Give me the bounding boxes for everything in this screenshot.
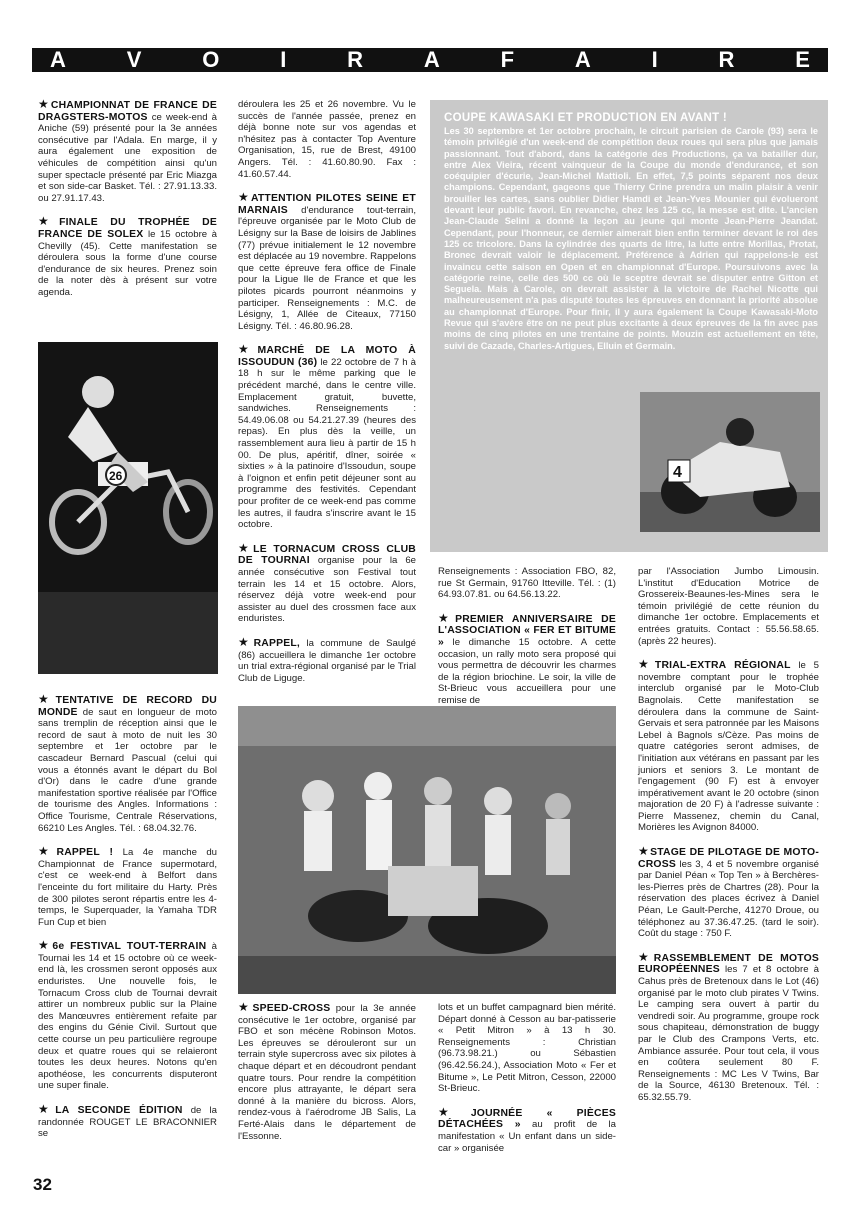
banner-letter: A: [50, 47, 66, 72]
article-text: déroulera les 25 et 26 novembre. Vu le succès de l'année passée, prenez en déjà bonne note sur vos agendas et n'hésitez pas à contacter Top Aventure Organisation, 15, rue de Brest, 49100 Angers. Tél. : 41.60.80.90. Fax : 41.60.57.44.: [238, 99, 416, 180]
racer-number: 4: [673, 464, 682, 481]
article: [38, 694, 217, 834]
column-3: [438, 566, 616, 719]
article-text: pour la 3e année consécutive le 1er octobre, organisé par FBO et son mécène Robinson Motos. Les épreuves se dérouleront sur un terrain style supercross avec six pilotes à chaque départ et en découdront pendant quatre tours. Pour rendre la compétition encore plus attrayante, le départ sera donné à la manière du bicross. Alors, rendez-vous à l'aérodrome JB Salis, La Ferté-Alais dans le département de l'Essonne.: [238, 1003, 416, 1142]
star-icon: ★: [38, 692, 55, 706]
article-heading: TRIAL-EXTRA RÉGIONAL: [654, 660, 791, 672]
article: [638, 659, 819, 834]
star-icon: ★: [238, 342, 257, 357]
star-icon: ★: [638, 949, 653, 964]
star-icon: ★: [638, 844, 650, 859]
banner-letter: E: [795, 47, 810, 72]
article: [238, 192, 416, 332]
article-text: de saut en longueur de moto sans tremplin de réception ainsi que le record de saut à moto de nuit les 30 septembre et 1er octobre par le cascadeur Bernard Pascual (celui qui vous a étonnés avant le départ du Bol d'Or) dans le cadre d'une grande manifestation sportive réalisée par l'Office de tourisme des Angles. Informations : Office Tourisme, Centrale Réservations, 66210 Les Angles. Tél. : 68.04.32.76.: [38, 706, 217, 834]
article: [38, 99, 217, 204]
banner-letter: I: [280, 47, 287, 72]
banner-letter: I: [651, 47, 658, 72]
column-6: [438, 1002, 616, 1166]
banner-letter: V: [126, 47, 142, 72]
star-icon: ★: [238, 540, 253, 555]
article-text: au profit de la manifestation « Un enfant dans un side-car » organisée: [438, 1119, 616, 1154]
star-icon: ★: [38, 214, 59, 229]
banner-letter: A: [574, 47, 591, 72]
column-5: [238, 1002, 416, 1154]
article: [438, 610, 616, 707]
star-icon: ★: [438, 1104, 470, 1119]
article-heading: RAPPEL !: [56, 847, 114, 859]
motocross-illustration: [38, 342, 218, 674]
article: [238, 1002, 416, 1142]
column-1-top: [38, 99, 217, 311]
article-heading: CHAMPIONNAT DE FRANCE DE DRAGSTERS-MOTOS: [38, 100, 217, 123]
article: [638, 949, 819, 1104]
star-icon: ★: [38, 938, 52, 953]
article-heading: LE TORNACUM CROSS CLUB DE TOURNAI: [238, 543, 416, 567]
article-text: ce week-end à Aniche (59) présenté pour la 3e années consécutive par l'Adala. En marge, il y aura également une exposition de véhicules de compétition ainsi qu'un super spectacle présenté par Eric Miazga et son side-car Basket. Tél. : 27.91.13.33. ou 27.91.17.43.: [38, 111, 217, 204]
article-heading: TENTATIVE DE RECORD DU MONDE: [38, 695, 217, 718]
article: [238, 540, 416, 625]
article: [638, 566, 819, 647]
article: [438, 1104, 616, 1154]
article-heading: 6e FESTIVAL TOUT-TERRAIN: [52, 941, 207, 953]
article-text: le 5 novembre comptant pour le trophée interclub organisé par le Moto-Club Bagnolais. Cette manifestation se déroulera dans la commune de Saint-Gervais et sera patronnée par les Maisons Lebel à Bagnols s/Cèze. Pas moins de quatre catégories seront admises, de l'initiation aux vétérans en passant par les juniors et seniors 3. Le montant de l'engagement (90 F) est à envoyer impérativement avant le 20 octobre (sinon majoration de 20 F) à l'adresse suivante : Pierre Massenez, chemin du Canal, Morières les Avignon 84000.: [638, 660, 820, 834]
bike-number: 26: [109, 469, 123, 483]
banner-letter: R: [347, 47, 364, 72]
star-icon: ★: [238, 634, 253, 649]
banner-letter: A: [423, 47, 440, 72]
article-text: La 4e manche du Championnat de France supermotard, c'est ce week-end à Belfort dans l'enceinte du fort militaire du Harty. Près de 300 pilotes seront répartis entre les 4-temps, le Superquader, la Yamaha TDR Fun Cup et bien: [38, 847, 218, 928]
banner-letter: R: [718, 47, 735, 72]
article-text: de la randonnée ROUGET LE BRACONNIER se: [38, 1105, 217, 1140]
article: [38, 216, 217, 298]
article-text: Renseignements : Association FBO, 82, rue St Germain, 91760 Itteville. Tél. : (1) 64.93.07.81. ou 64.56.13.22.: [438, 566, 616, 601]
page-number: 32: [33, 1175, 52, 1194]
article-text: les 3, 4 et 5 novembre organisé par Daniel Péan « Top Ten » à Berchères-les-Pierres près de Chartres (28). Pour la réservation des places écrivez à Daniel Péan, Le Gault-Perche, 41270 Droue, ou téléphonez au 37.36.47.25. (tard le soir). Coût du stage : 750 F.: [638, 858, 819, 940]
article-heading: STAGE DE PILOTAGE DE MOTO-CROSS: [638, 847, 819, 870]
article: [238, 634, 416, 684]
article-text: le 15 octobre à Chevilly (45). Cette manifestation se déroulera sous la forme d'une course d'endurance de six heures. Prenez soin de la noter dès à présent sur votre agenda.: [38, 228, 217, 298]
article-text: à Tournai les 14 et 15 octobre où ce week-end là, les crossmen seront opposés aux enduristes. Une nouvelle fois, le Tornacum Cross club de Tournai devrait attirer un nombreux public sur la Plaine des Manœuvres entièrement refaite par des engins du Génie Civil. Surtout que cette course un peu particulière regroupe deux et quatre roues qui se relaieront toutes les deux heures. Notons qu'en apothéose, les concurrents disputeront une super finale.: [38, 941, 217, 1092]
article-heading: PREMIER ANNIVERSAIRE DE L'ASSOCIATION « FER ET BITUME »: [438, 613, 616, 648]
box-text: Les 30 septembre et 1er octobre prochain, le circuit parisien de Carole (93) sera le témoin privilégié d'un week-end de compétition deux roues qui sera plus que jamais passionnant. Tout d'abord, dans la catégorie des Productions, ça va batailler dur, entre Alex Vieira, récent vainqueur de la Coupe du monde d'endurance, et son coéquipier d'écurie, Jean-Michel Mattioli. En effet, 7,5 points séparent nos deux champions. Cependant, gageons que Thierry Crine prendra un malin plaisir à venir brouiller les cartes, sans oublier Didier Hamdi et Jean-Yves Mounier qui évolueront devant leur public favori. En revanche, chez les 125 cc, la messe est dite. L'ancien Jean-Claude Selini a donné la leçon au jeune qui monte Jean-Pierre Jeandat. Cependant, pour l'honneur, ce dernier aimerait bien enfin terminer devant le roi des 125 cc tricolore. Dans la cylindrée des quarts de litre, la lutte entre Morillas, Protat, Bronec devrait valoir le déplacement. Préférence à Adrien qui rappelons-le est invaincu cette saison en Open et en championnat d'Europe. Poursuivons avec la catégorie reine, celle des 500 cc où le sceptre devrait se disputer entre Gitton et Seguela. Mais à Carole, on devrait assister à la victoire de Rachel Nicotte qui malheureusement n'a pas disputé toutes les épreuves en donnant la priorité absolue au championnat d'Europe. Pour finir, il y aura également la Coupe Kawasaki-Moto Revue qui s'avère être on ne peut plus excitante à deux épreuves de la fin avec pas moins de cinq pilotes en une trentaine de points. Mouzin est actuellement en tête, suivi de Cazade, Charles-Artigues, Elluin et Germain.: [444, 126, 818, 351]
article-text: le dimanche 15 octobre. A cette occasion, un rally moto sera proposé qui vous permettra de découvrir les charmes de la région briochine. Le soir, la ville de St-Brieuc vous accueillera pour une remise de: [438, 636, 616, 706]
article-heading: LA SECONDE ÉDITION: [55, 1105, 183, 1116]
article-text: le 22 octobre de 7 h à 18 h sur le même parking que le précédent marché, dans le centre ville. Emplacement gratuit, buvette, sandwiches. Renseignements : 54.49.06.08 ou 54.21.27.39 (heures des repas). En plus dès la veille, un rassemblement aura lieu à partir de 15 h 00. De plus, apéritif, dîner, soirée « sixties » à la patinoire d'Issoudun, soupe à l'oignon et enfin petit déjeuner sont au programme des festivités. Cependant pour profiter de ce week-end pas comme les autres, il faudra s'inscrire avant le 15 octobre.: [238, 356, 416, 531]
article-heading: RAPPEL,: [253, 637, 300, 649]
star-icon: ★: [38, 844, 56, 859]
article: [38, 940, 217, 1092]
article: [638, 846, 819, 940]
racer-photo: [640, 392, 820, 532]
banner-letter: O: [202, 47, 220, 72]
banner-letter: F: [500, 47, 515, 72]
kawasaki-box: [430, 100, 828, 552]
article-text: d'endurance tout-terrain, l'épreuve organisée par le Moto Club de Lésigny sur la Base de loisirs de Jablines (77) prévue initialement le 12 novembre est déplacée au 19 novembre. Rappelons que cette épreuve fera office de Finale pour la Ligue Ile de France et que les pilotes picards pourront néanmoins y participer. Renseignements : M.C. de Lésigny, 1, Allée de Citeaux, 77150 Lésigny. Tél. : 46.80.96.28.: [238, 204, 416, 332]
article-text: par l'Association Jumbo Limousin. L'institut d'Education Motrice de Grossereix-Beaunes-les-Mines sera le témoin privilégié de cette réunion du dimanche 1er octobre. Emplacements et entrées gratuits. Contact : 55.56.58.65. (après 22 heures).: [638, 566, 819, 647]
column-4: [638, 566, 819, 1116]
article: [38, 846, 217, 928]
star-icon: ★: [38, 1102, 55, 1116]
article-text: la commune de Saulgé (86) accueillera le dimanche 1er octobre un trial extra-régional organisé par le Trial Club de Liguge.: [238, 637, 416, 684]
article: [438, 566, 616, 601]
article-heading: RASSEMBLEMENT DE MOTOS EUROPÉENNES: [638, 952, 819, 976]
article-heading: MARCHÉ DE LA MOTO À ISSOUDUN (36): [238, 345, 416, 368]
star-icon: ★: [438, 610, 455, 625]
article-text: lots et un buffet campagnard bien mérité. Départ donné à Cesson au bar-patisserie « Petit Mitron » à 13 h 30. Renseignements : Christian (96.73.98.21.) ou Sébastien (96.42.56.24.), Association Moto « Fer et Bitume », Le Petit Mitron, Cesson, 22000 St-Brieuc.: [438, 1002, 616, 1095]
article: [438, 1002, 616, 1095]
article-text: organise pour la 6e année consécutive son Festival tout terrain les 14 et 15 octobre. Alors, réservez déjà votre week-end pour assister au duel des crossmen face aux enduristes.: [238, 555, 416, 625]
article: [238, 99, 416, 180]
article: [38, 1104, 217, 1140]
article-heading: ATTENTION PILOTES SEINE ET MARNAIS: [238, 193, 416, 216]
star-icon: ★: [238, 1000, 252, 1014]
section-banner: [32, 48, 828, 72]
column-2: [238, 99, 416, 696]
article-heading: SPEED-CROSS: [252, 1003, 331, 1014]
article-heading: FINALE DU TROPHÉE DE FRANCE DE SOLEX: [38, 217, 217, 240]
column-1-bottom: [38, 694, 217, 1152]
star-icon: ★: [38, 97, 50, 111]
article-text: les 7 et 8 octobre à Cahus près de Bretenoux dans le Lot (46) organisé par le moto club pirates V Twins. Le camping sera ouvert à partir du vendredi soir. Au programme, groupe rock sous chapiteau, démonstration de buggy par le Club des Crampons Verts, etc. Ambiance assurée. Pour tout cela, il vous en coûtera seulement 80 F. Renseignements : MC Les V Twins, Bar de la Source, 46130 Bretenoux. Tél. : 65.32.55.79.: [638, 964, 819, 1103]
article-heading: JOURNÉE « PIÈCES DÉTACHÉES »: [438, 1107, 616, 1131]
star-icon: ★: [238, 190, 250, 205]
box-title: COUPE KAWASAKI ET PRODUCTION EN AVANT !: [444, 112, 728, 124]
pit-crew-photo: [238, 706, 616, 994]
pit-illustration: [238, 706, 616, 994]
motocross-photo: [38, 342, 218, 674]
article: [238, 344, 416, 531]
star-icon: ★: [638, 657, 654, 672]
